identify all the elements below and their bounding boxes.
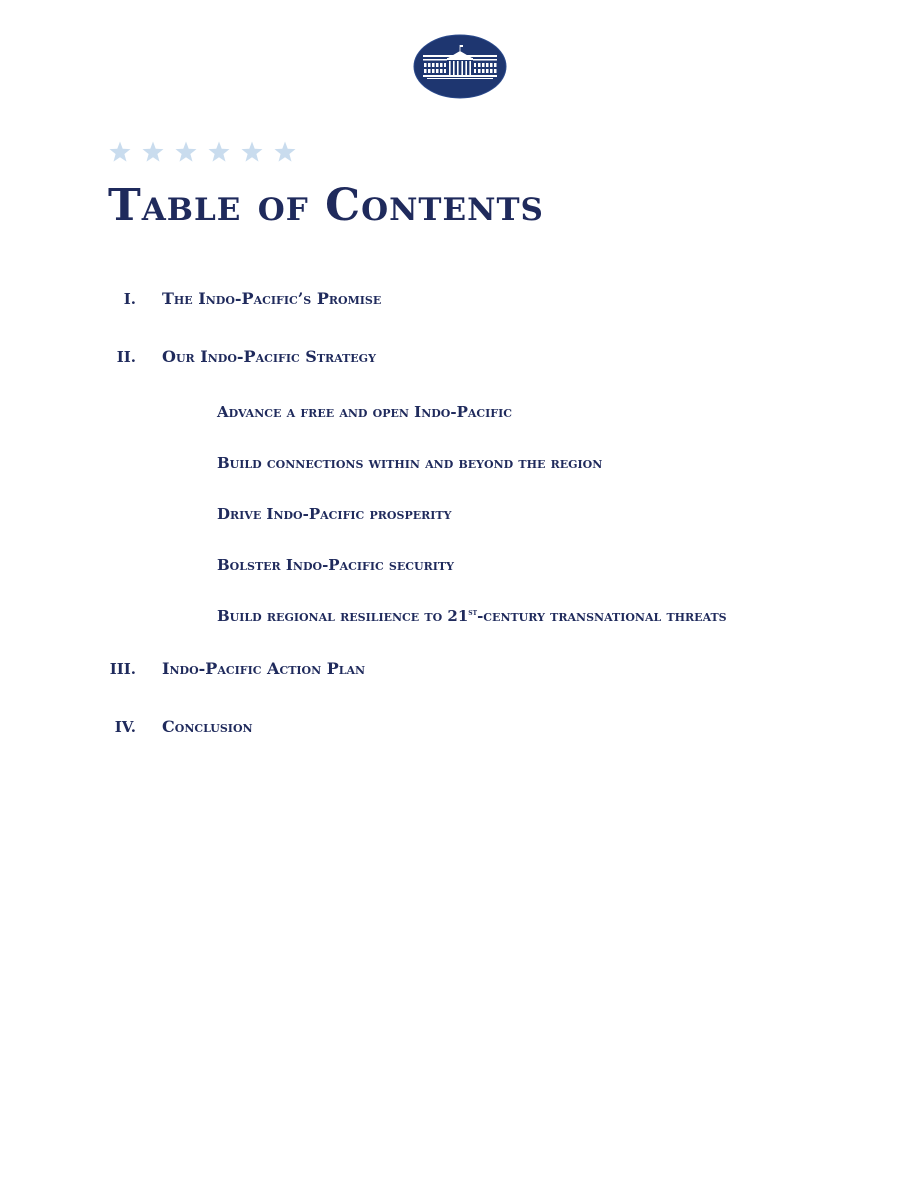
- toc-section-numeral: III.: [109, 660, 136, 678]
- decorative-stars: [108, 140, 297, 170]
- toc-section-numeral: II.: [116, 348, 136, 366]
- toc-subentry-security[interactable]: Bolster Indo-Pacific security: [217, 556, 454, 574]
- page-title: Table of Contents: [108, 180, 544, 231]
- toc-subentry-resilience-text-end: -century transnational threats: [477, 607, 727, 625]
- toc-subentry-resilience-text: Build regional resilience to 21: [217, 607, 469, 625]
- toc-section-label: Indo-Pacific Action Plan: [162, 659, 366, 678]
- toc-subentry-connections[interactable]: Build connections within and beyond the region: [217, 454, 603, 472]
- toc-section-numeral: IV.: [114, 718, 136, 736]
- star-icon: [141, 140, 165, 164]
- toc-subentry-prosperity[interactable]: Drive Indo-Pacific prosperity: [217, 505, 452, 523]
- star-icon: [240, 140, 264, 164]
- toc-subentry-advance[interactable]: Advance a free and open Indo-Pacific: [217, 403, 513, 421]
- white-house-seal-icon: [413, 34, 507, 99]
- star-icon: [174, 140, 198, 164]
- star-icon: [108, 140, 132, 164]
- star-icon: [207, 140, 231, 164]
- toc-section-numeral: I.: [123, 290, 136, 308]
- toc-section-label: Conclusion: [162, 717, 253, 736]
- toc-section-label: The Indo-Pacific’s Promise: [162, 289, 382, 308]
- toc-subentry-resilience[interactable]: [217, 605, 727, 627]
- toc-section-label: Our Indo-Pacific Strategy: [162, 347, 376, 366]
- star-icon: [273, 140, 297, 164]
- ordinal-suffix: st: [468, 608, 478, 618]
